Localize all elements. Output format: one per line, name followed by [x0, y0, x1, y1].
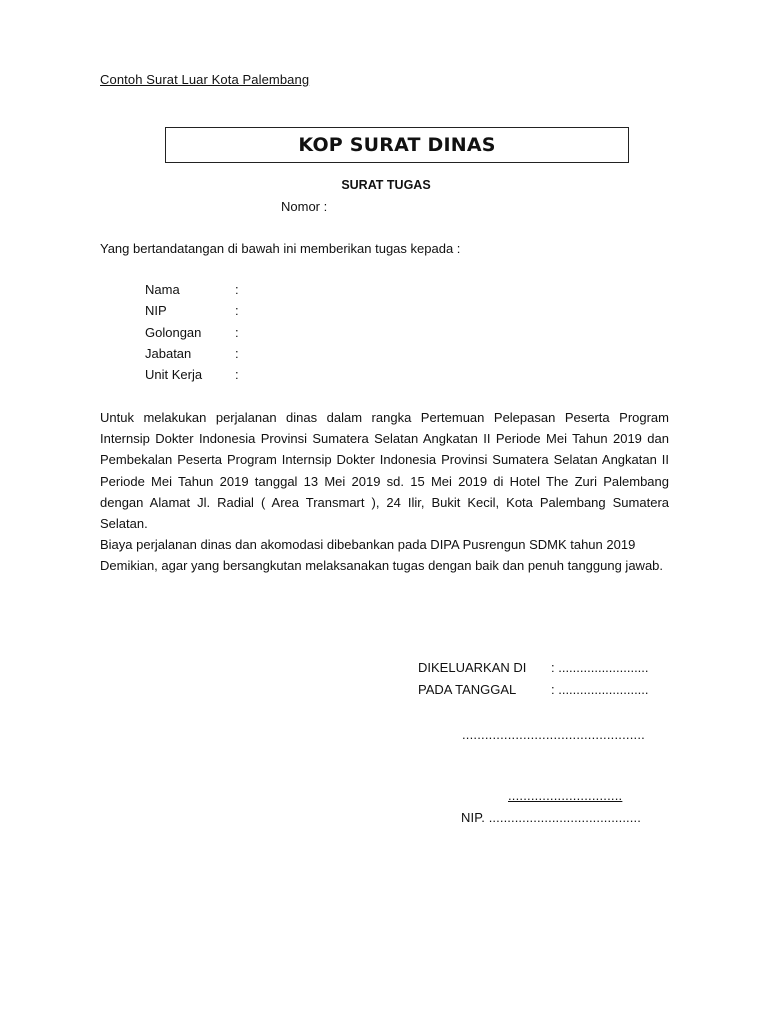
intro-text: Yang bertandatangan di bawah ini memberikan tugas kepada :: [100, 241, 461, 256]
letterhead-box: [165, 127, 629, 163]
field-colon: :: [235, 324, 239, 340]
document-heading: Contoh Surat Luar Kota Palembang: [100, 72, 310, 87]
letter-body: [100, 407, 669, 577]
issued-at-label: DIKELUARKAN DI: [418, 660, 527, 675]
field-row-nip: [145, 303, 245, 324]
letter-number: [281, 199, 327, 214]
field-colon: :: [235, 345, 239, 361]
field-row-jabatan: [145, 346, 245, 367]
field-colon: :: [235, 367, 239, 383]
body-paragraph-closing: Demikian, agar yang bersangkutan melaksanakan tugas dengan baik dan penuh tanggung jawab.: [100, 558, 664, 574]
field-row-unit-kerja: [145, 367, 245, 388]
field-label: Jabatan: [145, 345, 192, 361]
field-label: Nama: [145, 282, 180, 297]
issued-at-row: [418, 660, 649, 682]
field-row-nama: [145, 282, 245, 303]
assignee-fields: [145, 282, 245, 388]
field-row-golongan: [145, 325, 245, 346]
signer-position-line: ................................................: [462, 727, 645, 742]
letter-number-label: Nomor :: [281, 199, 328, 214]
letter-title: SURAT TUGAS: [341, 178, 431, 192]
field-label: Golongan: [145, 324, 202, 340]
field-colon: :: [235, 303, 239, 319]
letterhead-title: KOP SURAT DINAS: [298, 134, 496, 156]
field-label: Unit Kerja: [145, 367, 203, 383]
signer-name-line: ..............................: [508, 788, 623, 803]
issued-at-value: : .........................: [551, 660, 649, 675]
issued-date-value: : .........................: [551, 682, 649, 697]
field-label: NIP: [145, 303, 167, 319]
issuance-block: [418, 660, 649, 704]
field-colon: :: [235, 282, 239, 297]
signer-nip-line: NIP. .........................................: [461, 810, 641, 825]
body-paragraph-purpose: Untuk melakukan perjalanan dinas dalam rangka Pertemuan Pelepasan Peserta Program Internsip Dokter Indonesia Provinsi Sumatera Selatan Angkatan II Periode Mei Tahun 2019 dan Pembekalan Peserta Program Internsip Dokter Indonesia Provinsi Sumatera Selatan Angkatan II Periode Mei Tahun 2019 tanggal 13 Mei 2019 sd. 15 Mei 2019 di Hotel The Zuri Palembang dengan Alamat Jl. Radial ( Area Transmart ), 24 Ilir, Bukit Kecil, Kota Palembang Sumatera Selatan.: [100, 410, 669, 532]
body-paragraph-funding: Biaya perjalanan dinas dan akomodasi dibebankan pada DIPA Pusrengun SDMK tahun 2019: [100, 537, 636, 553]
issued-date-row: [418, 682, 649, 704]
issued-date-label: PADA TANGGAL: [418, 682, 517, 697]
